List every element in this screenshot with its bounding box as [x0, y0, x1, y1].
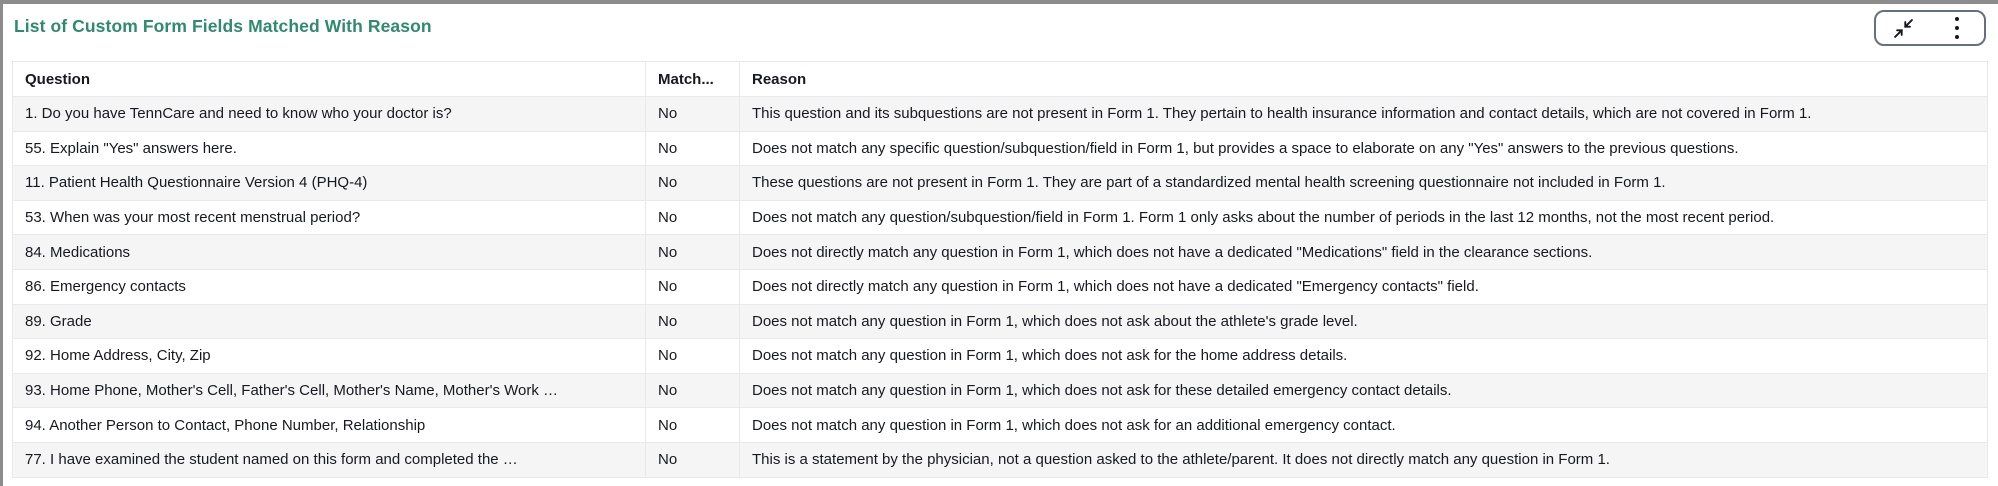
table-row	[13, 408, 1988, 443]
panel-top-edge	[0, 0, 1998, 4]
match-cell: No	[646, 373, 740, 408]
match-cell: No	[646, 97, 740, 132]
question-cell: 94. Another Person to Contact, Phone Number, Relationship	[13, 408, 646, 443]
visual-menu-button[interactable]	[1935, 12, 1979, 44]
reason-cell: Does not match any question in Form 1, which does not ask about the athlete's grade level.	[740, 304, 1988, 339]
match-cell: No	[646, 235, 740, 270]
visual-toolbar	[1874, 10, 1986, 46]
column-header-match[interactable]: Match...	[646, 62, 740, 97]
reason-cell: Does not match any question in Form 1, which does not ask for the home address details.	[740, 339, 1988, 374]
question-cell: 55. Explain "Yes" answers here.	[13, 131, 646, 166]
collapse-arrows-icon	[1893, 18, 1914, 39]
question-cell: 1. Do you have TennCare and need to know who your doctor is?	[13, 97, 646, 132]
reason-cell: Does not match any question in Form 1, which does not ask for these detailed emergency contact details.	[740, 373, 1988, 408]
table-header	[13, 62, 1988, 97]
reason-cell: Does not directly match any question in Form 1, which does not have a dedicated "Emergency contacts" field.	[740, 269, 1988, 304]
reason-cell: This question and its subquestions are not present in Form 1. They pertain to health insurance information and contact details, which are not covered in Form 1.	[740, 97, 1988, 132]
table-row	[13, 97, 1988, 132]
table-row	[13, 304, 1988, 339]
reason-cell: Does not match any specific question/subquestion/field in Form 1, but provides a space to elaborate on any "Yes" answers to the previous questions.	[740, 131, 1988, 166]
match-cell: No	[646, 131, 740, 166]
question-cell: 89. Grade	[13, 304, 646, 339]
table-row	[13, 339, 1988, 374]
table-row	[13, 200, 1988, 235]
match-cell: No	[646, 269, 740, 304]
question-cell: 86. Emergency contacts	[13, 269, 646, 304]
column-header-reason[interactable]: Reason	[740, 62, 1988, 97]
column-header-question[interactable]: Question	[13, 62, 646, 97]
table-row	[13, 131, 1988, 166]
reason-cell: This is a statement by the physician, not a question asked to the athlete/parent. It does not directly match any question in Form 1.	[740, 442, 1988, 477]
visual-title: List of Custom Form Fields Matched With Reason	[14, 16, 432, 36]
match-cell: No	[646, 442, 740, 477]
match-cell: No	[646, 339, 740, 374]
kebab-menu-icon	[1955, 17, 1959, 39]
match-cell: No	[646, 408, 740, 443]
question-cell: 92. Home Address, City, Zip	[13, 339, 646, 374]
panel-left-edge	[0, 0, 3, 486]
table-row	[13, 269, 1988, 304]
form-fields-table	[12, 61, 1988, 478]
reason-cell: Does not match any question/subquestion/field in Form 1. Form 1 only asks about the number of periods in the last 12 months, not the most recent period.	[740, 200, 1988, 235]
question-cell: 53. When was your most recent menstrual period?	[13, 200, 646, 235]
reason-cell: Does not directly match any question in Form 1, which does not have a dedicated "Medications" field in the clearance sections.	[740, 235, 1988, 270]
match-cell: No	[646, 166, 740, 201]
question-cell: 84. Medications	[13, 235, 646, 270]
collapse-visual-button[interactable]	[1881, 12, 1925, 44]
table-body	[13, 97, 1988, 478]
table-row	[13, 235, 1988, 270]
reason-cell: These questions are not present in Form 1. They are part of a standardized mental health screening questionnaire not included in Form 1.	[740, 166, 1988, 201]
question-cell: 11. Patient Health Questionnaire Version 4 (PHQ-4)	[13, 166, 646, 201]
match-cell: No	[646, 200, 740, 235]
table-row	[13, 373, 1988, 408]
question-cell: 93. Home Phone, Mother's Cell, Father's Cell, Mother's Name, Mother's Work …	[13, 373, 646, 408]
reason-cell: Does not match any question in Form 1, which does not ask for an additional emergency contact.	[740, 408, 1988, 443]
table-row	[13, 166, 1988, 201]
match-cell: No	[646, 304, 740, 339]
table-row	[13, 442, 1988, 477]
question-cell: 77. I have examined the student named on this form and completed the …	[13, 442, 646, 477]
